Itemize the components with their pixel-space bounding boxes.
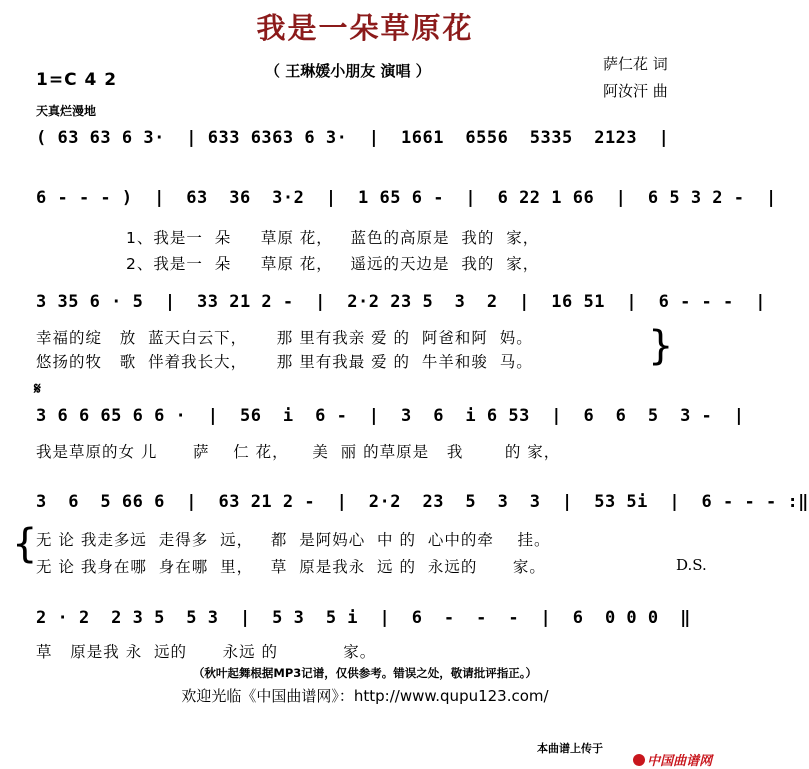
lyricist-credit: 萨仁花 词 [603,55,668,73]
notation-line-5: 3 6 5 66 6 | 63 21 2 - | 2·2 23 5 3 3 | 53 5i | 6 - - - :‖ [36,492,809,512]
singer-credit: （ 王琳媛小朋友 演唱 ） [265,62,431,80]
lyric-line-5-verse-2: 无 论 我身在哪 身在哪 里， 草 原是我永 远 的 永远的 家。 [36,558,546,576]
dal-segno-mark: D.S. [676,556,707,574]
lyric-line-3-verse-1: 幸福的绽 放 蓝天白云下， 那 里有我亲 爱 的 阿爸和阿 妈。 [36,329,533,347]
lyric-line-3-verse-2: 悠扬的牧 歌 伴着我长大， 那 里有我最 爱 的 牛羊和骏 马。 [36,353,533,371]
site-logo-text: 中国曲谱网 [647,754,713,769]
lyric-line-6: 草 原是我 永 远的 永远 的 家。 [36,643,377,661]
logo-mark-icon [633,754,645,766]
tempo-marking: 天真烂漫地 [36,104,97,118]
verse-brace-left: { [12,521,38,567]
notation-line-1: ( 63 63 6 3· | 633 6363 6 3· | 1661 6556 5335 2123 | [36,128,670,148]
key-signature: 1=C 4 2 [36,70,118,90]
site-logo[interactable] [624,735,712,769]
lyric-line-2-verse-2: 2、我是一 朵 草原 花， 遥远的天边是 我的 家， [126,255,540,273]
verse-brace: } [648,323,674,369]
notation-line-3: 3 35 6 · 5 | 33 21 2 - | 2·2 23 5 3 2 | 16 51 | 6 - - - | [36,292,766,312]
lyric-line-2-verse-1: 1、我是一 朵 草原 花， 蓝色的高原是 我的 家， [126,229,540,247]
composer-credit: 阿汝汗 曲 [603,82,668,100]
notation-line-4: 3 6 6 65 6 6 · | 56 i 6 - | 3 6 i 6 53 | 6 6 5 3 - | [36,406,745,426]
lyric-line-4: 我是草原的女 儿 萨 仁 花， 美 丽 的草原是 我 的 家， [36,443,561,461]
lyric-line-5-verse-1: 无 论 我走多远 走得多 远， 都 是阿妈心 中 的 心中的牵 挂。 [36,531,551,549]
transcription-note: （秋叶起舞根据MP3记谱，仅供参考。错误之处，敬请批评指正。） [192,666,538,680]
notation-line-2: 6 - - - ) | 63 36 3·2 | 1 65 6 - | 6 22 1 66 | 6 5 3 2 - | [36,188,777,208]
song-title: 我是一朵草原花 [256,11,474,45]
notation-line-6: 2 · 2 2 3 5 5 3 | 5 3 5 i | 6 - - - | 6 0 0 0 ‖ [36,608,691,628]
welcome-link-text[interactable]: 欢迎光临《中国曲谱网》：http://www.qupu123.com/ [181,687,549,705]
segno-sign: 𝄋 [34,379,41,398]
upload-credit: 本曲谱上传于 [537,742,603,755]
